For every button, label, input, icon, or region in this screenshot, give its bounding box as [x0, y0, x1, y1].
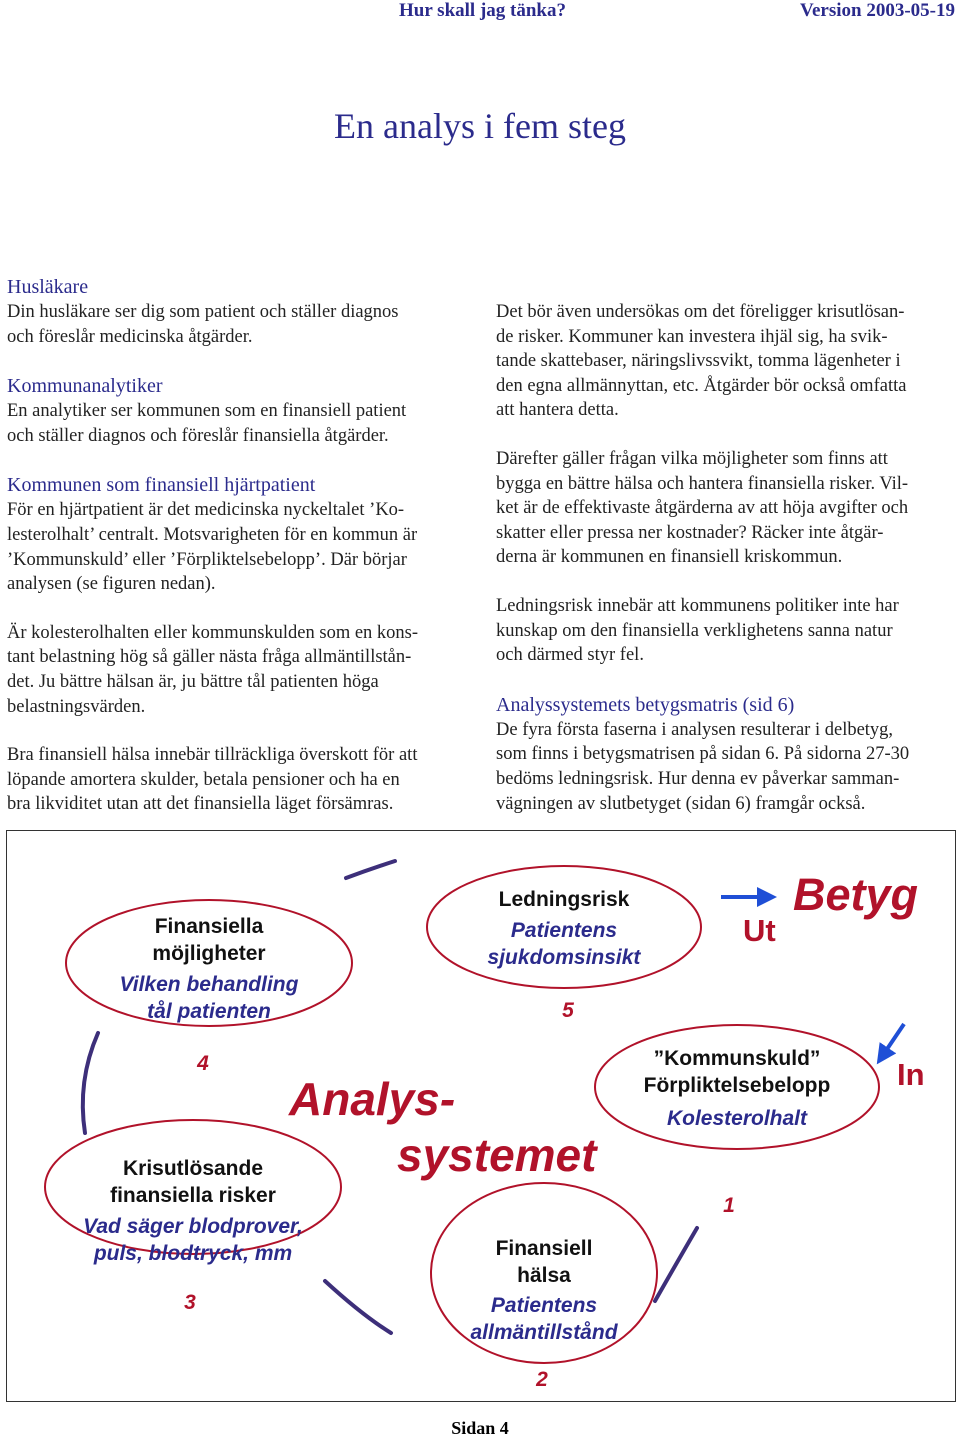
node-2-number: 2	[536, 1368, 548, 1391]
text-line: bygga en bättre hälsa och hantera finansiella risker. Vil-	[496, 473, 909, 494]
text-line: vägningen av slutbetyget (sidan 6) framgår också.	[496, 793, 866, 814]
connector-arc	[325, 1281, 391, 1333]
center-label-line1: Analys-	[289, 1073, 456, 1125]
connector-arc	[83, 1033, 98, 1133]
in-arrow	[879, 1024, 904, 1061]
node-sub-line: Vilken behandling	[119, 973, 299, 996]
text-line: Därefter gäller frågan vilka möjligheter som finns att	[496, 448, 888, 469]
header-right: Version 2003-05-19	[800, 0, 955, 21]
page-number: Sidan 4	[451, 1418, 509, 1438]
right-column	[496, 300, 956, 816]
node-4-subtitle	[89, 971, 329, 1025]
text-line: tande skattebaser, näringslivssvikt, tomma lägenheter i	[496, 351, 901, 372]
text-line: Din husläkare ser dig som patient och ställer diagnos	[7, 302, 399, 322]
text-line: och föreslår medicinska åtgärder.	[7, 326, 253, 347]
node-title-line: hälsa	[517, 1264, 571, 1287]
node-1-subtitle: Kolesterolhalt	[666, 1107, 808, 1130]
node-2-title	[454, 1235, 634, 1289]
node-sub-line: Patientens	[490, 1294, 598, 1317]
text-line: analysen (se figuren nedan).	[7, 574, 216, 595]
text-line: tant belastning hög så gäller nästa fråga allmäntillstån-	[7, 647, 412, 668]
section-heading-huslakare: Husläkare	[7, 276, 89, 298]
text-line: skatter eller pressa ner kostnader? Räcker inte åtgär-	[496, 522, 884, 543]
text-line: bra likviditet utan att det finansiella läget försämras.	[7, 794, 394, 815]
node-5-number: 5	[562, 999, 574, 1022]
node-sub-line: puls, blodtryck, mm	[93, 1242, 293, 1265]
node-1-title	[607, 1045, 867, 1099]
node-sub-line: Vad säger blodprover,	[83, 1215, 303, 1238]
text-line: De fyra första faserna i analysen resulterar i delbetyg,	[496, 719, 894, 740]
text-line: Ledningsrisk innebär att kommunens politiker inte har	[496, 595, 899, 616]
node-title-line: möjligheter	[152, 942, 266, 965]
node-3-number: 3	[184, 1291, 196, 1314]
text-line: En analytiker ser kommunen som en finansiell patient	[7, 401, 407, 422]
connector-arc	[346, 861, 395, 878]
text-line: som finns i betygsmatrisen på sidan 6. På sidorna 27-30	[496, 744, 910, 765]
node-title-line: Finansiell	[495, 1237, 593, 1260]
section-heading-hjartpatient: Kommunen som finansiell hjärtpatient	[7, 474, 316, 497]
text-line: Det bör även undersökas om det föreligger krisutlösan-	[496, 302, 905, 322]
node-3-title	[73, 1155, 313, 1209]
node-sub-line: Patientens	[510, 919, 618, 942]
text-line: att hantera detta.	[496, 400, 619, 421]
node-title-line: Förpliktelsebelopp	[643, 1074, 831, 1097]
node-1-number: 1	[723, 1194, 735, 1217]
text-line: derna är kommunen en finansiell kriskommun.	[496, 547, 843, 568]
text-line: bedöms ledningsrisk. Hur denna ev påverkar samman-	[496, 768, 900, 789]
connector-arc	[655, 1228, 697, 1301]
text-line: Bra finansiell hälsa innebär tillräckliga överskott för att	[7, 745, 418, 766]
node-sub-line: sjukdomsinsikt	[487, 946, 641, 969]
node-title-line: finansiella risker	[110, 1184, 276, 1207]
node-sub-line: allmäntillstånd	[470, 1321, 618, 1344]
text-line: ’Kommunskuld’ eller ’Förpliktelsebelopp’. Där börjar	[7, 549, 407, 570]
in-label: In	[897, 1057, 925, 1092]
text-line: och ställer diagnos och föreslår finansiella åtgärder.	[7, 425, 389, 446]
header-left: Hur skall jag tänka?	[399, 0, 566, 21]
node-3-subtitle	[63, 1213, 323, 1267]
text-line: de risker. Kommuner kan investera ihjäl sig, ha svik-	[496, 326, 888, 347]
section-heading-betygsmatris: Analyssystemets betygsmatris (sid 6)	[496, 693, 795, 716]
text-line: löpande amortera skulder, betala pensioner och ha en	[7, 769, 400, 790]
text-line: den egna allmännyttan, etc. Åtgärder bör också omfatta	[496, 375, 907, 396]
text-line: Är kolesterolhalten eller kommunskulden som en kons-	[7, 622, 419, 643]
center-label-line2: systemet	[397, 1129, 597, 1181]
analysis-system-figure	[6, 830, 956, 1402]
out-label: Ut	[743, 913, 776, 948]
text-line: belastningsvärden.	[7, 696, 146, 717]
node-sub-line: tål patienten	[147, 1000, 271, 1023]
text-line: det. Ju bättre hälsan är, ju bättre tål patienten höga	[7, 671, 379, 692]
text-line: lesterolhalt’ centralt. Motsvarigheten för en kommun är	[7, 524, 418, 545]
node-4-number: 4	[197, 1052, 209, 1075]
node-5-subtitle	[444, 917, 684, 971]
node-5-title: Ledningsrisk	[498, 888, 630, 911]
betyg-label: Betyg	[793, 869, 919, 920]
node-title-line: ”Kommunskuld”	[653, 1047, 821, 1070]
node-title-line: Finansiella	[154, 915, 264, 938]
node-title-line: Krisutlösande	[122, 1157, 264, 1180]
text-line: ket är de effektivaste åtgärderna av att höja avgifter och	[496, 498, 909, 519]
text-line: och därmed styr fel.	[496, 645, 644, 666]
text-line: För en hjärtpatient är det medicinska nyckeltalet ’Ko-	[7, 500, 405, 521]
page-title: En analys i fem steg	[334, 106, 626, 146]
section-heading-kommunanalytiker: Kommunanalytiker	[7, 375, 163, 398]
node-2-subtitle	[444, 1292, 644, 1346]
left-column	[7, 274, 477, 817]
text-line: kunskap om den finansiella verklighetens sanna natur	[496, 620, 893, 641]
node-4-title	[89, 913, 329, 967]
